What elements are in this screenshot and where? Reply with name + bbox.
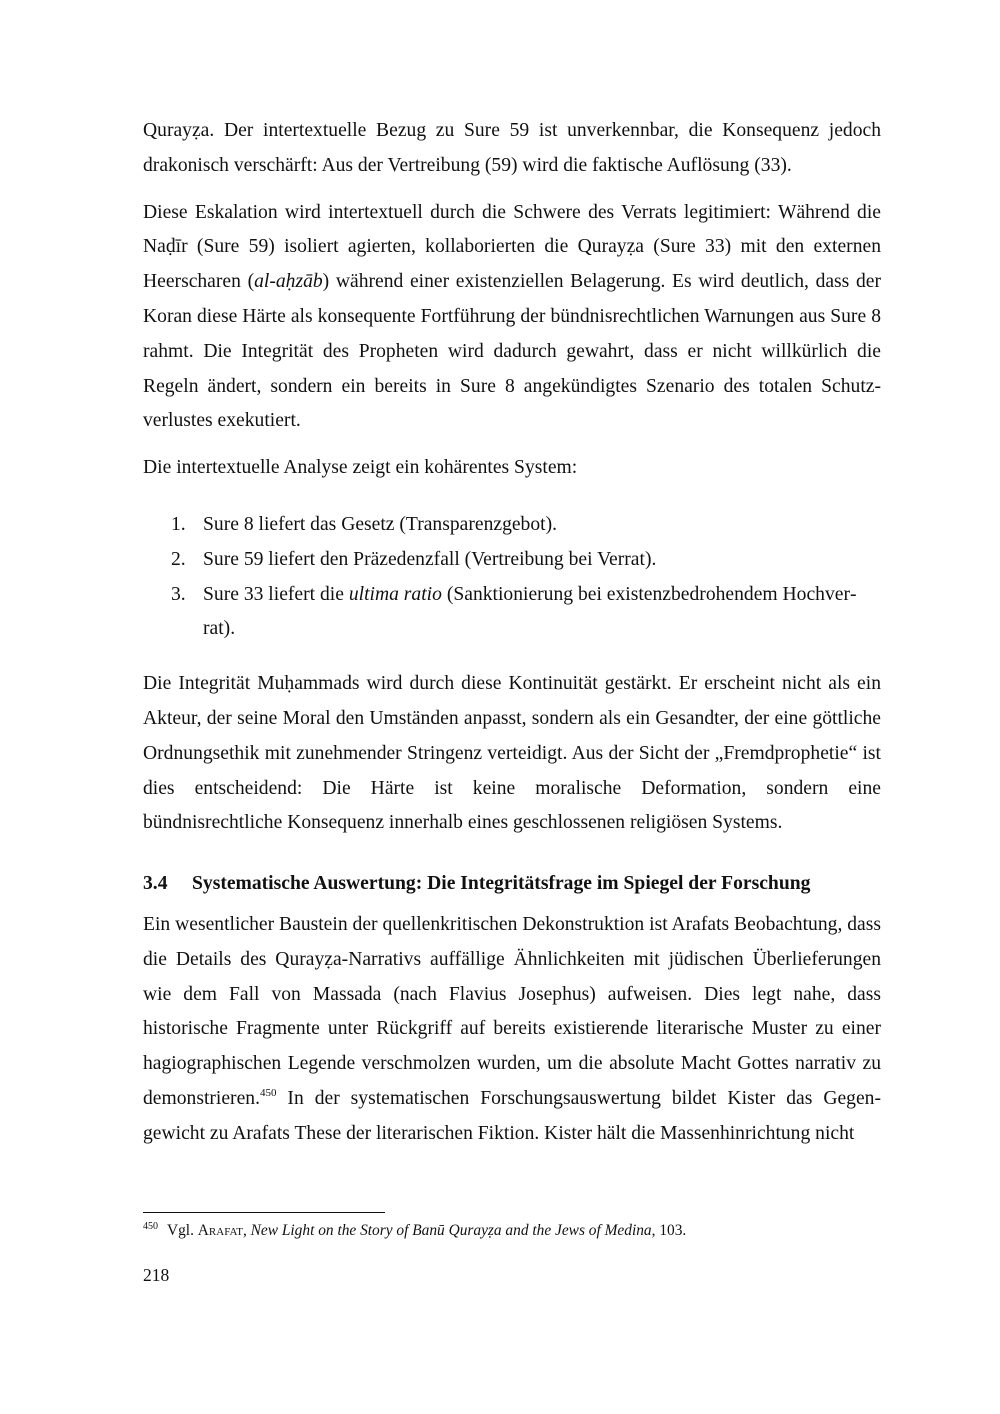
italic-term: ultima ratio — [348, 583, 442, 605]
paragraph: Qurayẓa. Der intertextuelle Bezug zu Sure 59 ist unverkennbar, die Konsequenz jedoch drakonisch verschärft: Aus der Vertreibung (59) wird die faktische Auflösung (33). — [143, 120, 881, 176]
paragraph — [143, 908, 881, 1152]
list-text: Sure 33 liefert die — [203, 583, 349, 605]
list-item — [143, 578, 881, 648]
text-run: ) während einer existenziellen Belagerung. Es wird deutlich, dass der Koran diese Härte als konsequente Fortführung der bündnisrechtlichen Warnungen aus Sure 8 rahmt. Die Integrität des Propheten wird dadurch gewahrt, dass er nicht willkürlich die Regeln ändert, sondern ein bereits in Sure 8 angekündigtes Szenario des totalen Schutzverlustes exekutiert. — [143, 271, 881, 432]
footnote-separator-text: , — [242, 1222, 251, 1239]
list-number: 1. — [171, 513, 186, 535]
list-number: 3. — [171, 583, 186, 605]
paragraph — [143, 196, 881, 440]
footnote-separator — [143, 1212, 385, 1213]
list-text: (Sanktionierung bei existenzbedrohendem Hochverrat). — [203, 583, 857, 640]
text-run: Diese Eskalation wird intertextuell durch die Schwere des Verrats legitimiert: Während die Naḍīr (Sure 59) isoliert agierten, kollaborierten die Qurayẓa (Sure 33) mit den externen Heerscharen ( — [143, 201, 881, 293]
footnote-suffix: , 103. — [651, 1222, 687, 1239]
section-heading — [143, 867, 881, 902]
section-title: Systematische Auswertung: Die Integritätsfrage im Spiegel der Forschung — [192, 873, 811, 895]
footnote — [143, 1220, 881, 1242]
text-run: Ein wesentlicher Baustein der quellenkritischen Dekonstruktion ist Arafats Beobachtung, dass die Details des Qurayẓa-Narrativs auffällige Ähnlichkeiten mit jüdischen Überlieferungen wie dem Fall von Massada (nach Flavius Josephus) aufweisen. Dies legt nahe, dass historische Fragmente unter Rückgriff auf bereits existierende literarische Muster zu einer hagiographischen Legende verschmolzen wurden, um die absolute Macht Gottes narrativ zu demonstrieren. — [143, 913, 881, 1109]
paragraph: Die Integrität Muḥammads wird durch diese Kontinuität gestärkt. Er erscheint nicht als ein Akteur, der seine Moral den Umständen anpasst, sondern als ein Gesandter, der eine göttliche Ordnungsethik mit zunehmender Stringenz verteidigt. Aus der Sicht der „Fremdprophetie“ ist dies entscheidend: Die Härte ist keine moralische Deformation, sondern eine bündnisrechtliche Konsequenz innerhalb eines geschlossenen religiösen Systems. — [143, 673, 881, 834]
main-text — [143, 114, 881, 1152]
list-text: Sure 8 liefert das Gesetz (Transparenzgebot). — [203, 513, 558, 535]
list-text: Sure 59 liefert den Präzedenzfall (Vertreibung bei Verrat). — [203, 548, 657, 570]
footnote-number: 450 — [143, 1221, 158, 1232]
list-number: 2. — [171, 548, 186, 570]
paragraph: Die intertextuelle Analyse zeigt ein kohärentes System: — [143, 457, 578, 479]
numbered-list — [143, 508, 881, 647]
section-number: 3.4 — [143, 873, 168, 895]
footnote-title: New Light on the Story of Banū Qurayẓa and the Jews of Medina — [250, 1222, 652, 1239]
text-run: In der systematischen Forschungsauswertung bildet Kister das Gegengewicht zu Arafats These der literarischen Fiktion. Kister hält die Massenhinrichtung nicht — [143, 1087, 881, 1144]
list-item — [143, 543, 881, 578]
italic-term: al-aḥzāb — [254, 271, 323, 293]
footnote-reference[interactable]: 450 — [259, 1086, 277, 1099]
page-number: 218 — [143, 1265, 170, 1285]
list-item — [143, 508, 881, 543]
footnote-prefix: Vgl. — [167, 1222, 198, 1239]
footnote-author: Arafat — [197, 1222, 243, 1239]
